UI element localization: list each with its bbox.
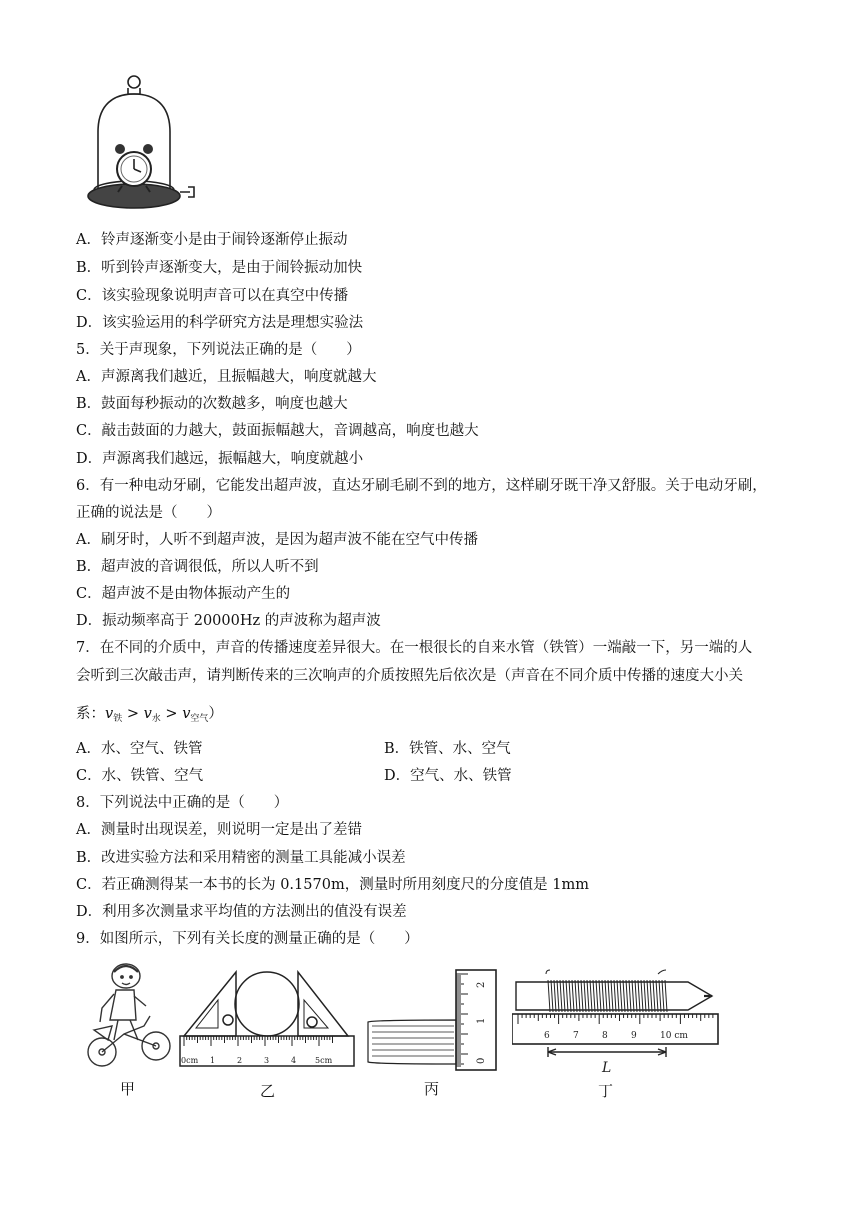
q7-stem-line2: 会听到三次敲击声，请判断传来的三次响声的介质按照先后依次是（声音在不同介质中传播的速度大小关 <box>76 668 743 684</box>
ruler-tick <box>641 980 643 1012</box>
ruler-label: 8 <box>602 1031 608 1041</box>
q9-stem: 9．如图所示，下列有关长度的测量正确的是（ ） <box>76 931 419 947</box>
q4-option-a: A．铃声逐渐变小是由于闹铃逐渐停止振动 <box>76 232 348 248</box>
ruler-tick <box>626 980 628 1012</box>
ruler-tick <box>566 980 568 1012</box>
ruler-tick <box>632 980 634 1012</box>
ruler-tick <box>605 980 607 1012</box>
ruler-tick <box>611 980 613 1012</box>
q8-option-c: C．若正确测得某一本书的长为 0.1570m，测量时所用刻度尺的分度值是 1mm <box>76 877 590 893</box>
ruler-tick <box>581 980 583 1012</box>
q5-option-a: A．声源离我们越近，且振幅越大，响度就越大 <box>76 369 377 385</box>
ruler-tick <box>635 980 637 1012</box>
triangles-circle-ruler-figure <box>178 966 356 1070</box>
q8-option-a: A．测量时出现误差，则说明一定是出了差错 <box>76 822 362 838</box>
ruler-label: 0cm <box>181 1056 199 1065</box>
q7-relation: 系：$v_铁 > v_水 > v_{空气}$） <box>76 706 223 724</box>
ruler-tick <box>665 980 667 1012</box>
ruler-label: 0 <box>476 1057 487 1064</box>
q4-option-b: B．听到铃声逐渐变大，是由于闹铃振动加快 <box>76 260 363 276</box>
q4-option-d: D．该实验运用的科学研究方法是理想实验法 <box>76 315 364 331</box>
q7-option-a: A．水、空气、铁管 <box>76 741 203 757</box>
q7-option-b: B．铁管、水、空气 <box>384 741 511 757</box>
ruler-tick <box>593 980 595 1012</box>
ruler-tick <box>548 980 550 1012</box>
ruler-label: 7 <box>573 1031 579 1041</box>
child-bike-figure <box>84 960 174 1080</box>
q5-option-b: B．鼓面每秒振动的次数越多，响度也越大 <box>76 396 348 412</box>
ruler-tick <box>653 980 655 1012</box>
ruler-tick <box>659 980 661 1012</box>
ruler-label: 6 <box>544 1031 550 1041</box>
ruler-tick <box>560 980 562 1012</box>
ruler-label: 2 <box>476 981 487 988</box>
ruler-tick <box>602 980 604 1012</box>
q6-option-c: C．超声波不是由物体振动产生的 <box>76 586 291 602</box>
ruler-tick <box>623 980 625 1012</box>
caption-bing: 丙 <box>424 1080 440 1098</box>
q6-option-d: D．振动频率高于 20000Hz 的声波称为超声波 <box>76 613 381 629</box>
ruler-tick <box>578 980 580 1012</box>
ruler-tick <box>554 980 556 1012</box>
ruler-label: 2 <box>237 1056 243 1065</box>
coil-pencil-ruler-figure <box>512 968 722 1083</box>
ruler-tick <box>569 980 571 1012</box>
ruler-tick <box>596 980 598 1012</box>
q5-option-d: D．声源离我们越远，振幅越大，响度就越小 <box>76 451 364 467</box>
ruler-tick <box>590 980 592 1012</box>
q9-figures <box>84 960 734 1110</box>
q5-option-c: C．敲击鼓面的力越大，鼓面振幅越大，音调越高，响度也越大 <box>76 423 479 439</box>
ruler-label: 1 <box>476 1017 487 1024</box>
ruler-tick <box>599 980 601 1012</box>
ruler-tick <box>629 980 631 1012</box>
ruler-tick <box>650 980 652 1012</box>
bell-jar-figure <box>84 72 200 218</box>
ruler-tick <box>584 980 586 1012</box>
ruler-tick <box>551 980 553 1012</box>
ruler-label: 4 <box>291 1056 297 1065</box>
q6-stem-line1: 6．有一种电动牙刷，它能发出超声波，直达牙刷毛刷不到的地方，这样刷牙既干净又舒服。关于电动牙刷， <box>76 478 767 494</box>
ruler-tick <box>608 980 610 1012</box>
q6-option-a: A．刷牙时，人听不到超声波，是因为超声波不能在空气中传播 <box>76 532 478 548</box>
caption-yi: 乙 <box>260 1082 276 1100</box>
ruler-tick <box>563 980 565 1012</box>
ruler-label: 9 <box>631 1031 637 1041</box>
cylinder-vertical-ruler-figure <box>364 964 504 1074</box>
ruler-tick <box>647 980 649 1012</box>
ruler-tick <box>656 980 658 1012</box>
ruler-tick <box>614 980 616 1012</box>
q4-option-c: C．该实验现象说明声音可以在真空中传播 <box>76 288 349 304</box>
ruler-tick <box>638 980 640 1012</box>
ruler-tick <box>644 980 646 1012</box>
q8-stem: 8．下列说法中正确的是（ ） <box>76 795 289 811</box>
ruler-tick <box>572 980 574 1012</box>
ruler-label: 1 <box>210 1056 216 1065</box>
ruler-tick <box>557 980 559 1012</box>
caption-jia: 甲 <box>120 1080 136 1098</box>
q5-stem: 5．关于声现象，下列说法正确的是（ ） <box>76 342 361 358</box>
ruler-tick <box>617 980 619 1012</box>
q8-option-b: B．改进实验方法和采用精密的测量工具能减小误差 <box>76 850 406 866</box>
ruler-tick <box>575 980 577 1012</box>
ruler-label: 3 <box>264 1056 270 1065</box>
q7-option-c: C．水、铁管、空气 <box>76 768 204 784</box>
q6-stem-line2: 正确的说法是（ ） <box>76 505 221 521</box>
q6-option-b: B．超声波的音调很低，所以人听不到 <box>76 559 319 575</box>
ruler-tick <box>587 980 589 1012</box>
ruler-label: 10 cm <box>660 1031 688 1041</box>
q7-option-d: D．空气、水、铁管 <box>384 768 512 784</box>
q8-option-d: D．利用多次测量求平均值的方法测出的值没有误差 <box>76 904 407 920</box>
ruler-label: 5cm <box>315 1056 333 1065</box>
caption-ding: 丁 <box>598 1082 614 1100</box>
ruler-tick <box>620 980 622 1012</box>
q7-stem-line1: 7．在不同的介质中，声音的传播速度差异很大。在一根很长的自来水管（铁管）一端敲一下，另一端的人 <box>76 640 753 656</box>
ruler-tick <box>662 980 664 1012</box>
length-label: L <box>602 1060 612 1076</box>
